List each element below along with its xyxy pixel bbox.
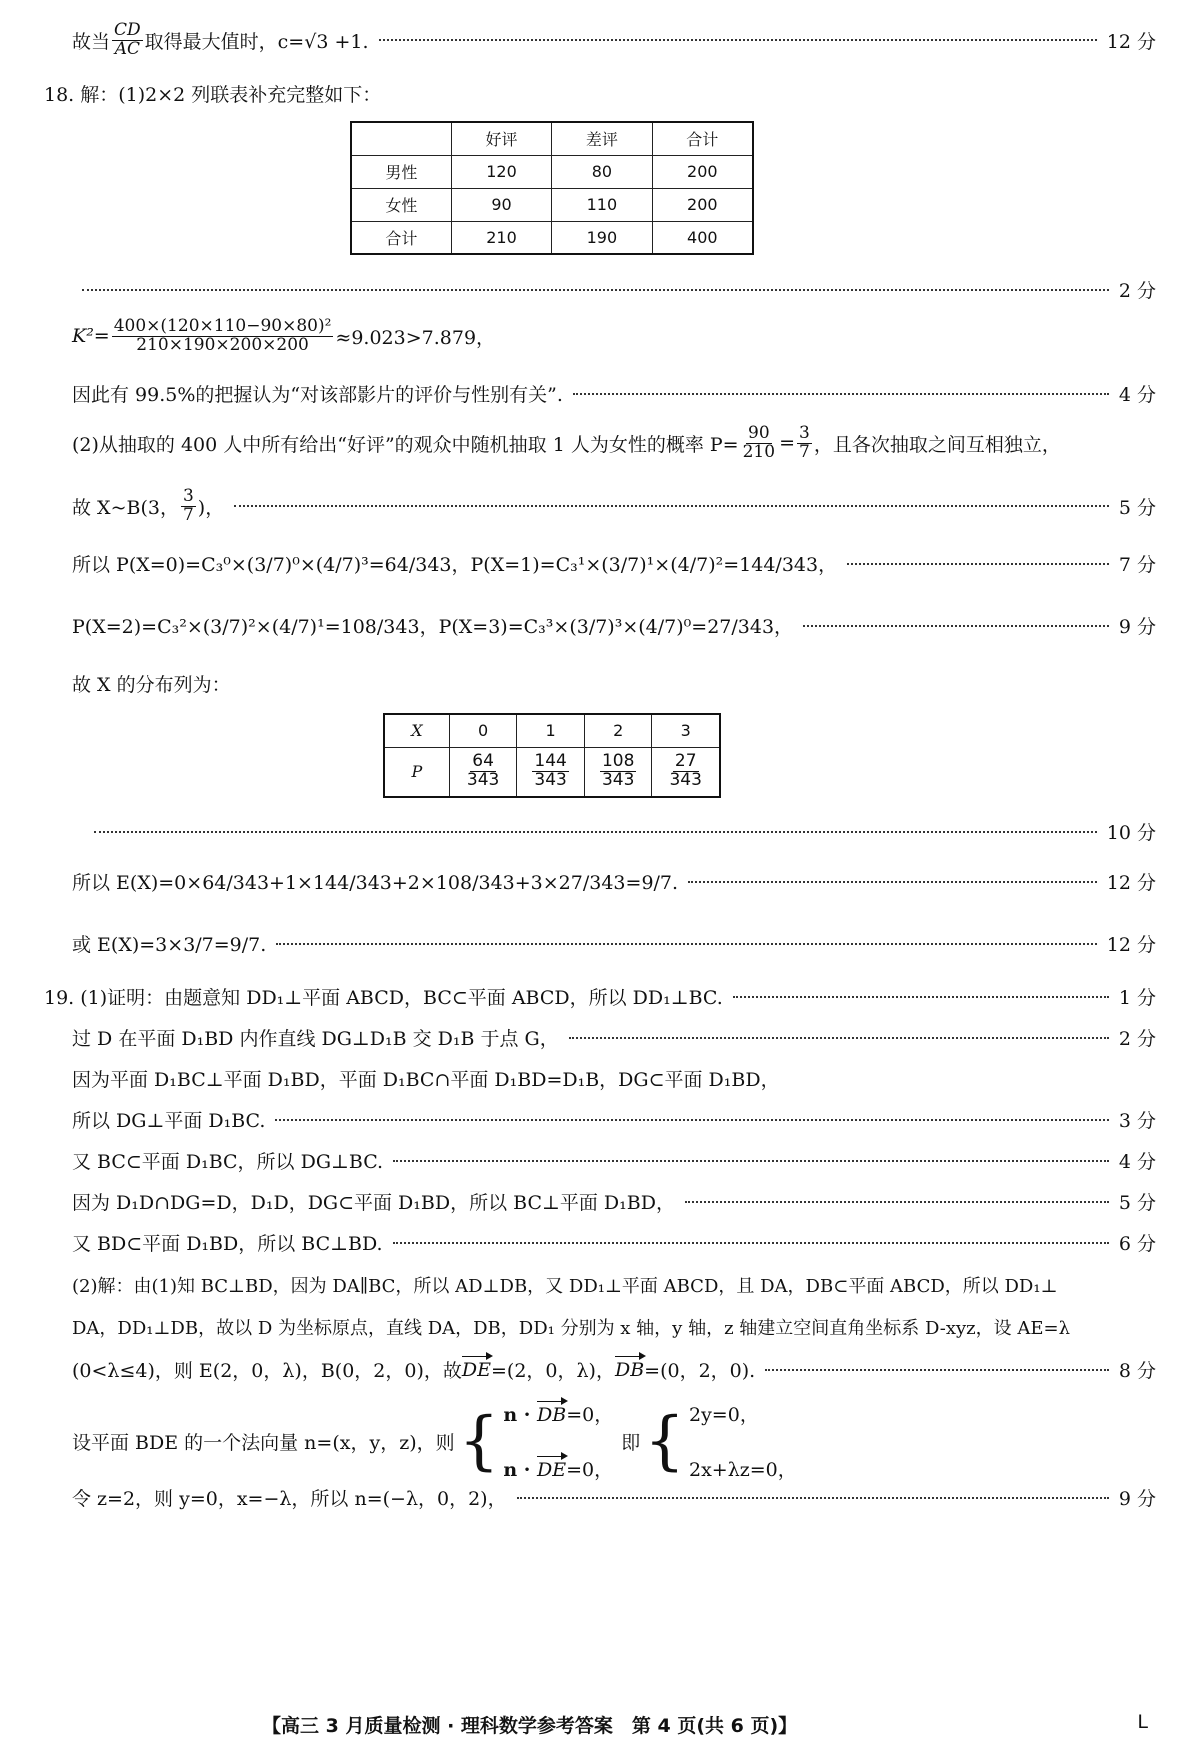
line-text: 因为 D₁D∩DG=D，D₁D，DG⊂平面 D₁BD，所以 BC⊥平面 D₁BD， <box>72 1192 675 1214</box>
fraction-cd-ac <box>112 22 143 59</box>
table-cell: P <box>384 747 449 797</box>
denominator: 210 <box>742 441 776 462</box>
line-text-b: )， <box>197 496 225 519</box>
line-1 <box>72 22 1156 59</box>
equation: 2y=0， <box>688 1404 759 1426</box>
denominator: 7 <box>182 504 194 525</box>
denominator: 343 <box>466 770 500 791</box>
denominator: 210×190×200×200 <box>136 334 309 355</box>
equation-part: n · <box>503 1459 538 1481</box>
score-label: 1 分 <box>1118 987 1156 1009</box>
numerator: 3 <box>798 423 810 443</box>
numerator: 400×(120×110−90×80)² <box>113 316 332 336</box>
denominator: AC <box>114 38 140 59</box>
footer-mark: L <box>1137 1711 1148 1733</box>
fraction <box>532 753 568 790</box>
line-text: 过 D 在平面 D₁BD 内作直线 DG⊥D₁B 交 D₁B 于点 G， <box>72 1028 559 1050</box>
denominator: 343 <box>534 770 567 791</box>
line-score-10 <box>84 818 1156 845</box>
numerator: 144 <box>534 751 567 772</box>
line-text-b: =(2，0，λ)， <box>491 1360 615 1382</box>
left-brace: { <box>644 1404 685 1478</box>
vector-db: DB <box>614 1358 645 1381</box>
table-cell: 190 <box>552 221 652 254</box>
line-9 <box>72 612 1156 639</box>
table-cell: 1 <box>517 714 585 747</box>
score-label: 5 分 <box>1118 496 1156 519</box>
equation-system-2 <box>689 1400 797 1482</box>
table-row <box>384 747 720 797</box>
page-footer <box>0 1711 1200 1741</box>
table-cell: 400 <box>652 221 753 254</box>
score-label: 9 分 <box>1118 616 1156 638</box>
dotted-leader <box>847 563 1109 565</box>
dotted-leader <box>379 39 1097 41</box>
dotted-leader <box>803 625 1109 627</box>
score-label: 12 分 <box>1106 30 1156 53</box>
score-label: 8 分 <box>1118 1360 1156 1382</box>
dotted-leader <box>276 943 1096 945</box>
table-cell: 200 <box>652 155 753 188</box>
numerator: CD <box>114 20 141 40</box>
dotted-leader <box>688 881 1097 883</box>
line-20 <box>72 1229 1156 1256</box>
vector-de: DE <box>461 1358 491 1381</box>
denominator: 7 <box>798 441 810 462</box>
table-cell: 2 <box>584 714 652 747</box>
vector-db: DB <box>537 1404 567 1426</box>
line-17 <box>72 1106 1156 1133</box>
dotted-leader <box>393 1160 1109 1162</box>
k-squared: K²= <box>72 325 110 348</box>
line-1-text-b: 取得最大值时，c=√3 +1. <box>144 30 369 53</box>
equation-system-1 <box>503 1400 613 1482</box>
contingency-table <box>350 121 754 255</box>
line-mid-text: 即 <box>621 1431 641 1454</box>
score-label: 12 分 <box>1106 872 1156 894</box>
footer-text: 【高三 3 月质量检测 · 理科数学参考答案 第 4 页(共 6 页)】 <box>262 1715 798 1737</box>
table-cell: 女性 <box>351 188 451 221</box>
dotted-leader <box>275 1119 1108 1121</box>
dotted-leader <box>573 393 1109 395</box>
score-label: 4 分 <box>1118 1151 1156 1173</box>
score-label: 12 分 <box>1106 934 1156 956</box>
denominator: 343 <box>669 770 702 791</box>
line-text-a: 设平面 BDE 的一个法向量 n=(x，y，z)，则 <box>72 1431 455 1454</box>
table-cell: 80 <box>552 155 652 188</box>
score-label: 10 分 <box>1106 822 1156 844</box>
fraction <box>797 425 812 462</box>
table-cell: 合计 <box>652 122 753 155</box>
equation: 2x+λz=0， <box>688 1459 797 1481</box>
score-label: 5 分 <box>1118 1192 1156 1214</box>
score-label: 7 分 <box>1118 554 1156 576</box>
numerator: 27 <box>674 751 697 772</box>
equation-part: =0， <box>566 1404 614 1426</box>
line-text: 或 E(X)=3×3/7=9/7. <box>72 934 267 956</box>
score-label: 3 分 <box>1118 1110 1156 1132</box>
fraction <box>181 488 196 525</box>
dotted-leader <box>685 1201 1109 1203</box>
denominator: 343 <box>601 770 635 791</box>
line-text: 所以 DG⊥平面 D₁BC. <box>72 1110 266 1132</box>
distribution-table <box>383 713 721 798</box>
line-text: P(X=2)=C₃²×(3/7)²×(4/7)¹=108/343，P(X=3)=C₃³×(3/7)³×(4/7)⁰=27/343， <box>72 616 794 638</box>
score-label: 4 分 <box>1118 384 1156 406</box>
dotted-leader <box>393 1242 1109 1244</box>
numerator: 64 <box>472 751 494 772</box>
numerator: 3 <box>182 486 194 506</box>
line-text: DA，DD₁⊥DB，故以 D 为坐标原点，直线 DA，DB，DD₁ 分别为 x 轴，y 轴，z 轴建立空间直角坐标系 D-xyz，设 AE=λ <box>72 1318 1070 1339</box>
line-12 <box>72 868 1156 895</box>
dotted-leader <box>517 1497 1109 1499</box>
table-cell: 0 <box>449 714 517 747</box>
table-cell <box>517 747 585 797</box>
table-cell: 3 <box>652 714 720 747</box>
line-text: 因此有 99.5%的把握认为“对该部影片的评价与性别有关”. <box>72 384 563 406</box>
line-6 <box>72 425 1061 462</box>
line-text: (2)解：由(1)知 BC⊥BD，因为 DA∥BC，所以 AD⊥DB，又 DD₁⊥平面 ABCD，且 DA，DB⊂平面 ABCD，所以 DD₁⊥ <box>72 1276 1058 1297</box>
table-cell: 90 <box>451 188 551 221</box>
line-text: 又 BD⊂平面 D₁BD，所以 BC⊥BD. <box>72 1233 383 1255</box>
table-cell <box>584 747 652 797</box>
line-text-a: 故 X~B(3， <box>72 496 179 519</box>
table-cell: 好评 <box>451 122 551 155</box>
fraction <box>667 753 703 790</box>
line-text: 19. (1)证明：由题意知 DD₁⊥平面 ABCD，BC⊂平面 ABCD，所以 DD₁⊥BC. <box>44 987 723 1009</box>
line-text: 所以 P(X=0)=C₃⁰×(3/7)⁰×(4/7)³=64/343，P(X=1)=C₃¹×(3/7)¹×(4/7)²=144/343， <box>72 554 838 576</box>
dotted-leader <box>82 289 1109 291</box>
line-24 <box>72 1398 797 1484</box>
dotted-leader <box>569 1037 1109 1039</box>
table-row <box>351 188 753 221</box>
table-cell: 合计 <box>351 221 451 254</box>
line-text: 又 BC⊂平面 D₁BC，所以 DG⊥BC. <box>72 1151 384 1173</box>
fraction <box>465 753 501 790</box>
score-label: 6 分 <box>1118 1233 1156 1255</box>
fraction <box>600 753 636 790</box>
score-label: 9 分 <box>1118 1488 1156 1510</box>
table-cell: X <box>384 714 449 747</box>
score-label: 2 分 <box>1118 280 1156 302</box>
problem-18-heading <box>44 80 381 107</box>
numerator: 108 <box>601 751 635 772</box>
line-text: 因为平面 D₁BC⊥平面 D₁BD，平面 D₁BC∩平面 D₁BD=D₁B，DG⊂平面 D₁BD， <box>72 1069 780 1091</box>
dotted-leader <box>234 505 1109 507</box>
line-23 <box>72 1356 1156 1383</box>
vector-de: DE <box>537 1459 567 1481</box>
line-10 <box>72 670 231 697</box>
dotted-leader <box>733 996 1109 998</box>
line-14 <box>44 983 1156 1010</box>
line-21 <box>72 1272 1058 1298</box>
line-5 <box>72 380 1156 407</box>
equation <box>503 1400 613 1427</box>
line-text-b: ，且各次抽取之间互相独立， <box>813 433 1061 456</box>
line-18 <box>72 1147 1156 1174</box>
table-cell: 200 <box>652 188 753 221</box>
table-cell: 110 <box>552 188 652 221</box>
line-8 <box>72 550 1156 577</box>
line-text: 所以 E(X)=0×64/343+1×144/343+2×108/343+3×27/343=9/7. <box>72 872 679 894</box>
numerator: 90 <box>748 423 770 443</box>
line-text-c: =(0，2，0). <box>644 1360 756 1382</box>
fraction <box>741 425 777 462</box>
line-score-2 <box>72 276 1156 303</box>
line-13 <box>72 930 1156 957</box>
problem-18-text: 18. 解：(1)2×2 列联表补充完整如下： <box>44 84 382 106</box>
table-row <box>351 155 753 188</box>
chi-square-formula <box>72 318 495 355</box>
line-text-a: (0<λ≤4)，则 E(2，0，λ)，B(0，2，0)，故 <box>72 1360 462 1382</box>
left-brace: { <box>458 1404 500 1478</box>
table-cell: 210 <box>451 221 551 254</box>
table-cell <box>351 122 451 155</box>
line-text: 令 z=2，则 y=0，x=−λ，所以 n=(−λ，0，2)， <box>72 1488 507 1510</box>
chi-square-result: ≈9.023>7.879， <box>335 326 496 349</box>
dotted-leader <box>765 1369 1109 1371</box>
line-text: 故 X 的分布列为： <box>72 674 231 696</box>
line-25 <box>72 1484 1156 1511</box>
table-cell <box>652 747 720 797</box>
chi-square-fraction <box>112 318 334 355</box>
equation <box>503 1455 613 1482</box>
table-cell: 男性 <box>351 155 451 188</box>
line-text-a: (2)从抽取的 400 人中所有给出“好评”的观众中随机抽取 1 人为女性的概率 P= <box>72 433 739 456</box>
line-16 <box>72 1065 780 1092</box>
line-1-text-a: 故当 <box>72 30 111 53</box>
line-7 <box>72 488 1156 525</box>
table-row <box>351 221 753 254</box>
dotted-leader <box>94 831 1097 833</box>
equation-part: n · <box>503 1404 538 1426</box>
table-cell: 差评 <box>552 122 652 155</box>
equation-part: =0， <box>566 1459 614 1481</box>
line-15 <box>72 1024 1156 1051</box>
line-19 <box>72 1188 1156 1215</box>
equals-sign: = <box>779 432 795 455</box>
score-label: 2 分 <box>1118 1028 1156 1050</box>
line-22 <box>72 1314 1070 1340</box>
table-cell <box>449 747 517 797</box>
table-cell: 120 <box>451 155 551 188</box>
